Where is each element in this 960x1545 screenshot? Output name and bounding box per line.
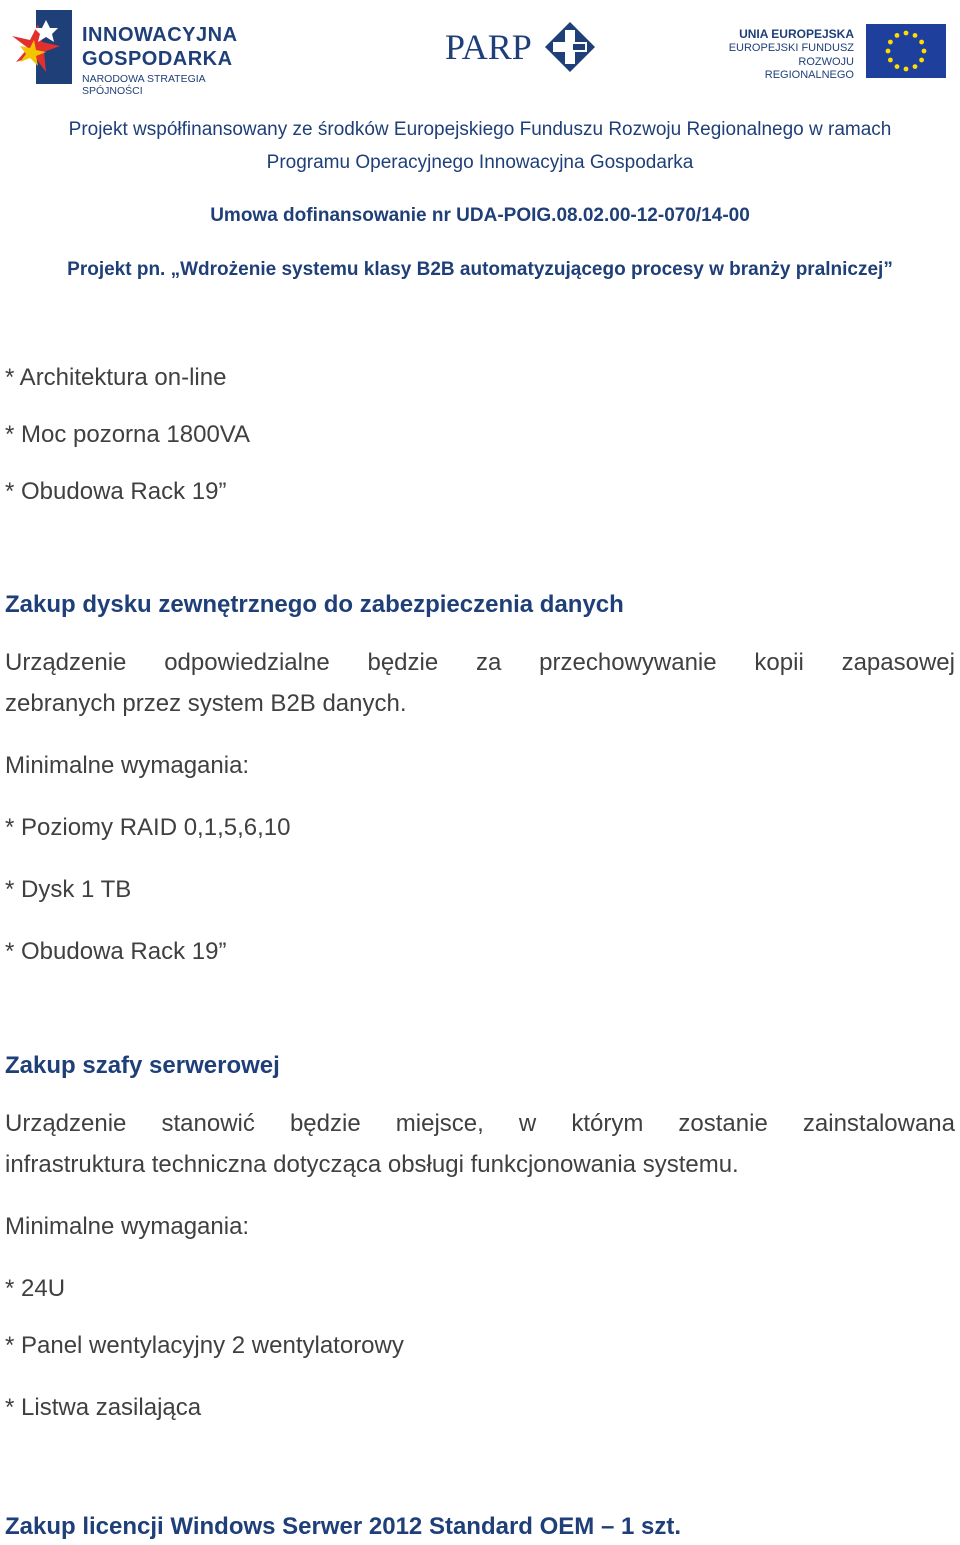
eu-line-3: ROZWOJU REGIONALNEGO bbox=[764, 56, 854, 81]
rack-req-power-strip: * Listwa zasilająca bbox=[5, 1394, 202, 1421]
disk-requirements-label: Minimalne wymagania: bbox=[5, 752, 250, 779]
rack-req-ventilation: * Panel wentylacyjny 2 wentylatorowy bbox=[5, 1332, 404, 1359]
header-cofinancing-line-1: Projekt współfinansowany ze środków Europejskiego Funduszu Rozwoju Regionalnego w ramach bbox=[68, 119, 892, 140]
rack-section-title: Zakup szafy serwerowej bbox=[5, 1052, 280, 1079]
eu-logo bbox=[720, 24, 950, 80]
ups-item-architecture: * Architektura on-line bbox=[5, 364, 227, 391]
star-emblem-icon bbox=[8, 6, 76, 88]
innowacyjna-gospodarka-logo bbox=[8, 6, 268, 97]
header-project-name: Projekt pn. „Wdrożenie systemu klasy B2B automatyzującego procesy w branży pralniczej” bbox=[67, 259, 893, 280]
eu-line-1: UNIA EUROPEJSKA bbox=[739, 27, 854, 41]
rack-req-24u: * 24U bbox=[5, 1275, 66, 1302]
license-section-title: Zakup licencji Windows Serwer 2012 Standard OEM – 1 szt. bbox=[5, 1513, 681, 1540]
ups-item-power: * Moc pozorna 1800VA bbox=[5, 421, 251, 448]
rack-description-line-2: infrastruktura techniczna dotycząca obsługi funkcjonowania systemu. bbox=[5, 1151, 739, 1178]
logo-bar bbox=[0, 0, 960, 100]
ups-item-rack: * Obudowa Rack 19” bbox=[5, 478, 227, 505]
disk-section-title: Zakup dysku zewnętrznego do zabezpieczenia danych bbox=[5, 591, 624, 618]
logo-line-2: GOSPODARKA bbox=[82, 48, 233, 70]
parp-emblem-icon bbox=[543, 20, 597, 74]
disk-req-rack: * Obudowa Rack 19” bbox=[5, 938, 227, 965]
parp-logo bbox=[445, 18, 605, 80]
header-cofinancing-line-2: Programu Operacyjnego Innowacyjna Gospodarka bbox=[266, 152, 694, 173]
eu-flag-icon bbox=[866, 24, 946, 78]
header-contract-number: Umowa dofinansowanie nr UDA-POIG.08.02.00-12-070/14-00 bbox=[210, 205, 750, 226]
disk-req-capacity: * Dysk 1 TB bbox=[5, 876, 132, 903]
disk-req-raid: * Poziomy RAID 0,1,5,6,10 bbox=[5, 814, 291, 841]
logo-line-1: INNOWACYJNA bbox=[82, 24, 238, 46]
logo-line-3: NARODOWA STRATEGIA SPÓJNOŚCI bbox=[82, 73, 206, 97]
rack-description-line-1: Urządzenie stanowić będzie miejsce, w którym zostanie zainstalowana bbox=[5, 1110, 955, 1137]
rack-requirements-label: Minimalne wymagania: bbox=[5, 1213, 250, 1240]
disk-description-line-2: zebranych przez system B2B danych. bbox=[5, 690, 407, 717]
eu-line-2: EUROPEJSKI FUNDUSZ bbox=[728, 42, 854, 54]
disk-description-line-1: Urządzenie odpowiedzialne będzie za przechowywanie kopii zapasowej bbox=[5, 649, 955, 676]
parp-text: PARP bbox=[445, 27, 532, 67]
